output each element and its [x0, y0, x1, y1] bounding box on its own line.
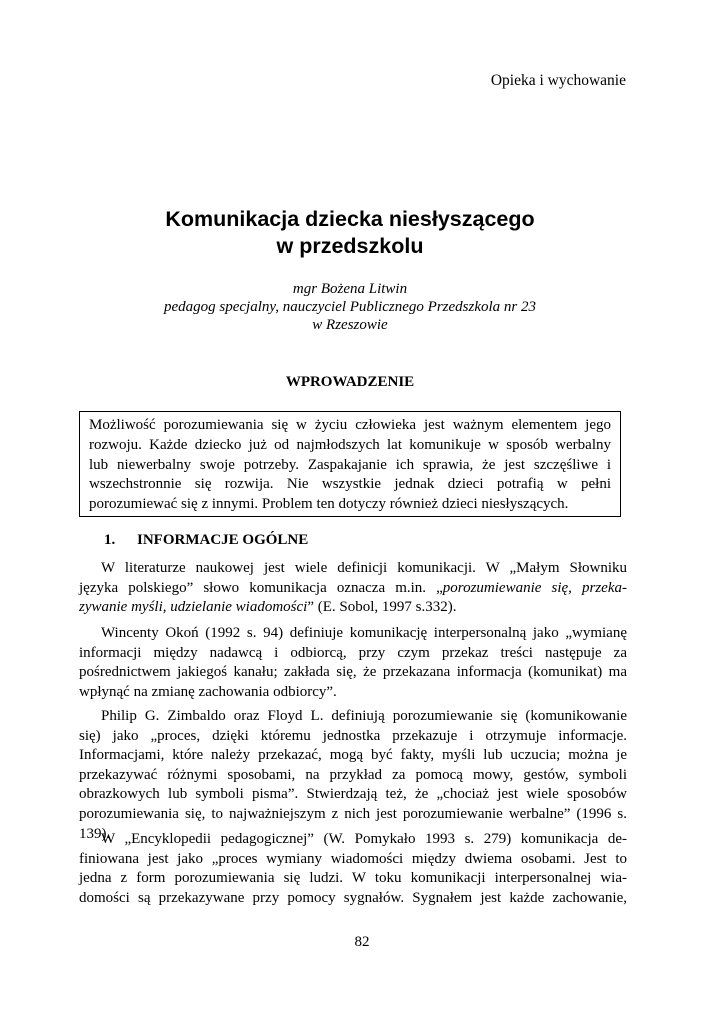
paragraph-line: domości są przekazywane przy pomocy sygnałów. Sygnałem jest każde zachowanie, [79, 889, 627, 906]
paragraph-line: Philip G. Zimbaldo oraz Floyd L. definiują porozumiewanie się (komunikowanie [101, 708, 627, 724]
paragraph-line: W literaturze naukowej jest wiele definicji komunikacji. W „Małym Słowniku [101, 560, 627, 576]
paragraph-line: Informacjami, które należy przekazać, mogą być fakty, myśli lub uczucia; można je [79, 747, 627, 764]
abstract-line: wszechstronnie się rozwija. Nie wszystkie jednak dzieci potrafią w pełni [89, 476, 611, 493]
paragraph-line: porozumiewania się, to najważniejszym z nich jest porozumiewanie werbalne” (1996 s. [79, 805, 627, 822]
paragraph-line: W „Encyklopedii pedagogicznej” (W. Pomykało 1993 s. 279) komunikacja de- [101, 831, 627, 847]
article-title-line: w przedszkolu [276, 234, 424, 258]
paragraph [79, 559, 627, 618]
paragraph [79, 707, 627, 844]
paragraph-line: Wincenty Okoń (1992 s. 94) definiuje komunikację interpersonalną jako „wymianę [101, 625, 627, 641]
intro-heading: WPROWADZENIE [285, 374, 415, 390]
author-affiliation: w Rzeszowie [312, 317, 388, 333]
quoted-definition: zywanie myśli, udzielanie wiadomości [79, 599, 308, 616]
paragraph-line: jedna z form porozumiewania się ludzi. W toku komunikacji interpersonalnej wia- [79, 870, 627, 887]
text-run: języka polskiego” słowo komunikacja oznacza m.in. „ [79, 579, 443, 596]
quoted-definition: porozumiewanie się, przeka- [442, 579, 627, 596]
text-run: ” (E. Sobol, 1997 s.332). [307, 599, 457, 616]
page-number: 82 [354, 934, 370, 950]
author-affiliation: pedagog specjalny, nauczyciel Publicznego Przedszkola nr 23 [163, 299, 536, 315]
paragraph-line: pośrednictwem jakiegoś kanału; zakłada się, że przekazana informacja (komunikat) ma [79, 664, 627, 681]
abstract-line: rozwoju. Każde dziecko już od najmłodszych lat komunikuje w sposób werbalny [89, 436, 611, 453]
author-name: mgr Bożena Litwin [292, 281, 408, 297]
paragraph-line [79, 598, 627, 618]
abstract-line: porozumiewać się z innymi. Problem ten dotyczy również dzieci niesłyszących. [89, 496, 569, 513]
paragraph-line: informacji między nadawcą i odbiorcą, przy czym przekaz treści następuje za [79, 644, 627, 661]
article-title [100, 206, 600, 260]
paragraph [79, 624, 627, 702]
section-heading [104, 532, 308, 549]
running-header: Opieka i wychowanie [490, 72, 626, 89]
paragraph-line: przekazywać różnymi sposobami, na przykład za pomocą mowy, gestów, symboli [79, 766, 627, 783]
author-block [100, 280, 600, 334]
abstract-box [79, 411, 621, 517]
paragraph [79, 830, 627, 908]
article-title-line: Komunikacja dziecka niesłyszącego [165, 207, 535, 231]
section-number: 1. [104, 532, 116, 548]
paragraph-line: obrazkowych lub symboli pisma”. Stwierdzają też, że „chociaż jest wiele sposobów [79, 786, 627, 803]
paragraph-line: się) jako „proces, dzięki któremu jednostka przekazuje i otrzymuje informacje. [79, 727, 627, 744]
paragraph-line: finiowana jest jako „proces wymiany wiadomości między dwiema osobami. Jest to [79, 850, 627, 867]
abstract-line: lub niewerbalny swoje potrzeby. Zaspakajanie ich sprawia, że jest szczęśliwe i [89, 456, 611, 473]
paragraph-line: 139). [79, 825, 111, 842]
paragraph-line [79, 579, 627, 599]
paragraph-line: wpłynąć na zmianę zachowania odbiorcy”. [79, 683, 337, 700]
abstract-line: Możliwość porozumiewania się w życiu człowieka jest ważnym elementem jego [89, 417, 611, 433]
section-title: INFORMACJE OGÓLNE [137, 532, 309, 548]
